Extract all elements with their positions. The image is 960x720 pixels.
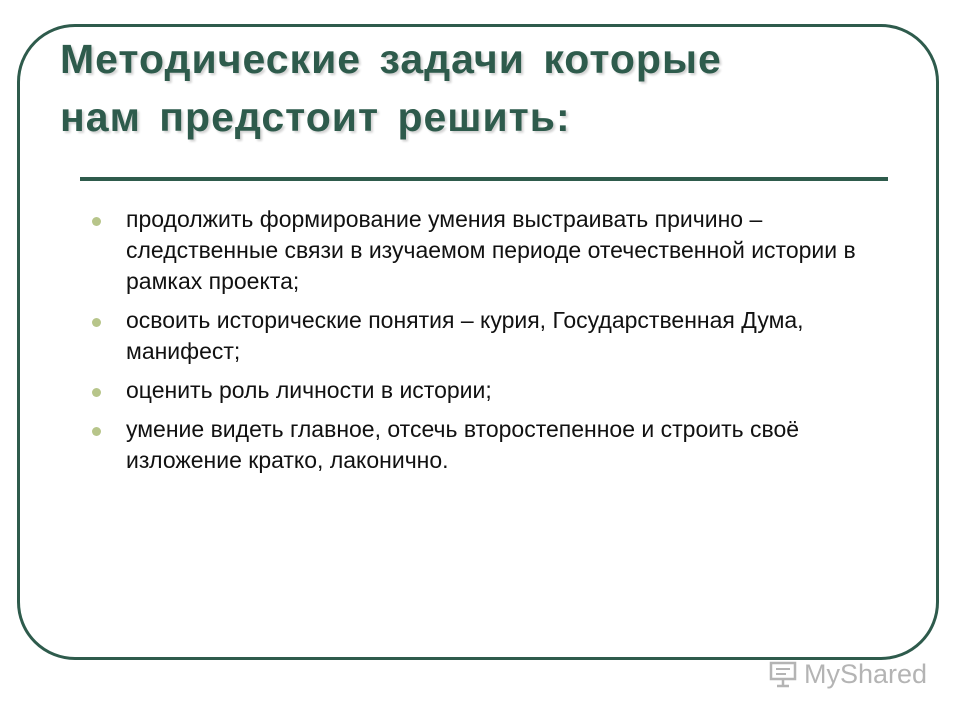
bullet-dot-icon (92, 427, 101, 436)
bullet-text: умение видеть главное, отсечь второстепенное и строить своё изложение кратко, лаконично. (126, 416, 800, 473)
watermark-text: MyShared (804, 658, 928, 689)
title-line-1: Методические задачи которые (60, 36, 722, 82)
bullet-text: освоить исторические понятия – курия, Государственная Дума, манифест; (126, 307, 804, 364)
bullet-item (92, 414, 872, 476)
bullet-text: оценить роль личности в истории; (126, 377, 492, 403)
presentation-board-icon (768, 659, 798, 689)
watermark (768, 656, 927, 692)
bullet-text: продолжить формирование умения выстраивать причино – следственные связи в изучаемом периоде отечественной истории в рамках проекта; (126, 206, 856, 294)
bullet-dot-icon (92, 318, 101, 327)
bullet-item (92, 375, 872, 406)
bullet-item (92, 204, 872, 297)
title-divider (80, 177, 888, 181)
bullet-dot-icon (92, 217, 101, 226)
title-line-2: нам предстоит решить: (60, 94, 571, 140)
bullet-list (92, 204, 872, 484)
slide-title (60, 30, 880, 146)
bullet-item (92, 305, 872, 367)
bullet-dot-icon (92, 388, 101, 397)
